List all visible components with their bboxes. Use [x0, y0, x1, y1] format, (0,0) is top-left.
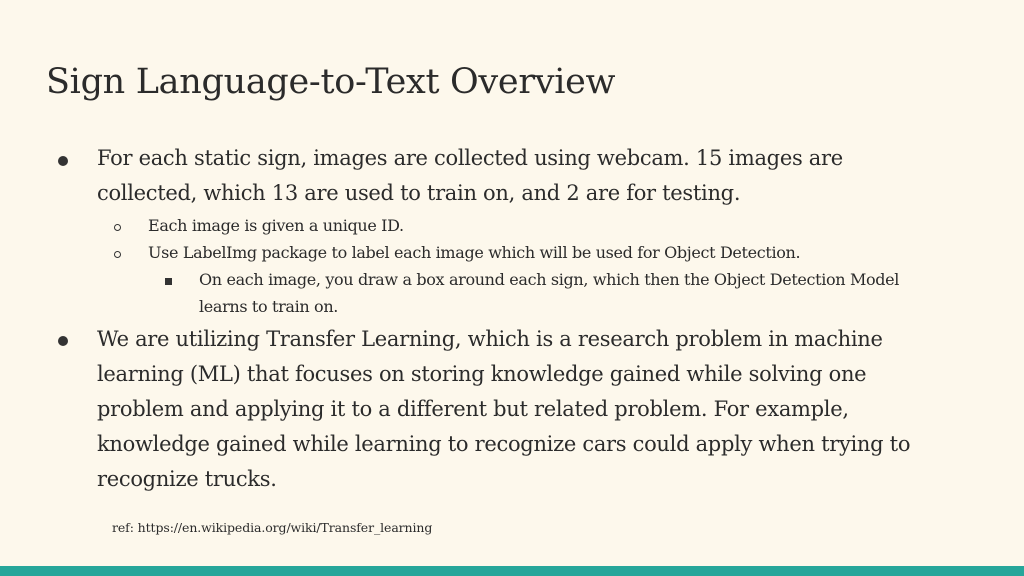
sub-sub-bullet-line-2: learns to train on. — [199, 297, 339, 316]
square-bullet-icon — [165, 278, 172, 285]
bullet-dot-icon — [58, 336, 68, 346]
bullet-1-line-1: For each static sign, images are collected using webcam. 15 images are — [97, 146, 843, 170]
sub-bullet-2: Use LabelImg package to label each image which will be used for Object Detection. — [148, 243, 801, 262]
hollow-bullet-icon — [114, 251, 121, 258]
bullet-2-line-3: problem and applying it to a different but related problem. For example, — [97, 397, 849, 421]
bullet-dot-icon — [58, 156, 68, 166]
bullet-2-line-1: We are utilizing Transfer Learning, which is a research problem in machine — [97, 327, 883, 351]
reference-link[interactable]: ref: https://en.wikipedia.org/wiki/Transfer_learning — [112, 520, 433, 535]
bullet-1-line-2: collected, which 13 are used to train on, and 2 are for testing. — [97, 181, 741, 205]
bullet-2-line-4: knowledge gained while learning to recognize cars could apply when trying to — [97, 432, 911, 456]
bullet-2-line-2: learning (ML) that focuses on storing knowledge gained while solving one — [97, 362, 867, 386]
slide-title: Sign Language-to-Text Overview — [46, 62, 616, 102]
sub-bullet-1: Each image is given a unique ID. — [148, 216, 404, 235]
bullet-2-line-5: recognize trucks. — [97, 467, 277, 491]
sub-sub-bullet-line-1: On each image, you draw a box around each sign, which then the Object Detection Model — [199, 270, 900, 289]
hollow-bullet-icon — [114, 224, 121, 231]
footer-accent-bar — [0, 566, 1024, 576]
